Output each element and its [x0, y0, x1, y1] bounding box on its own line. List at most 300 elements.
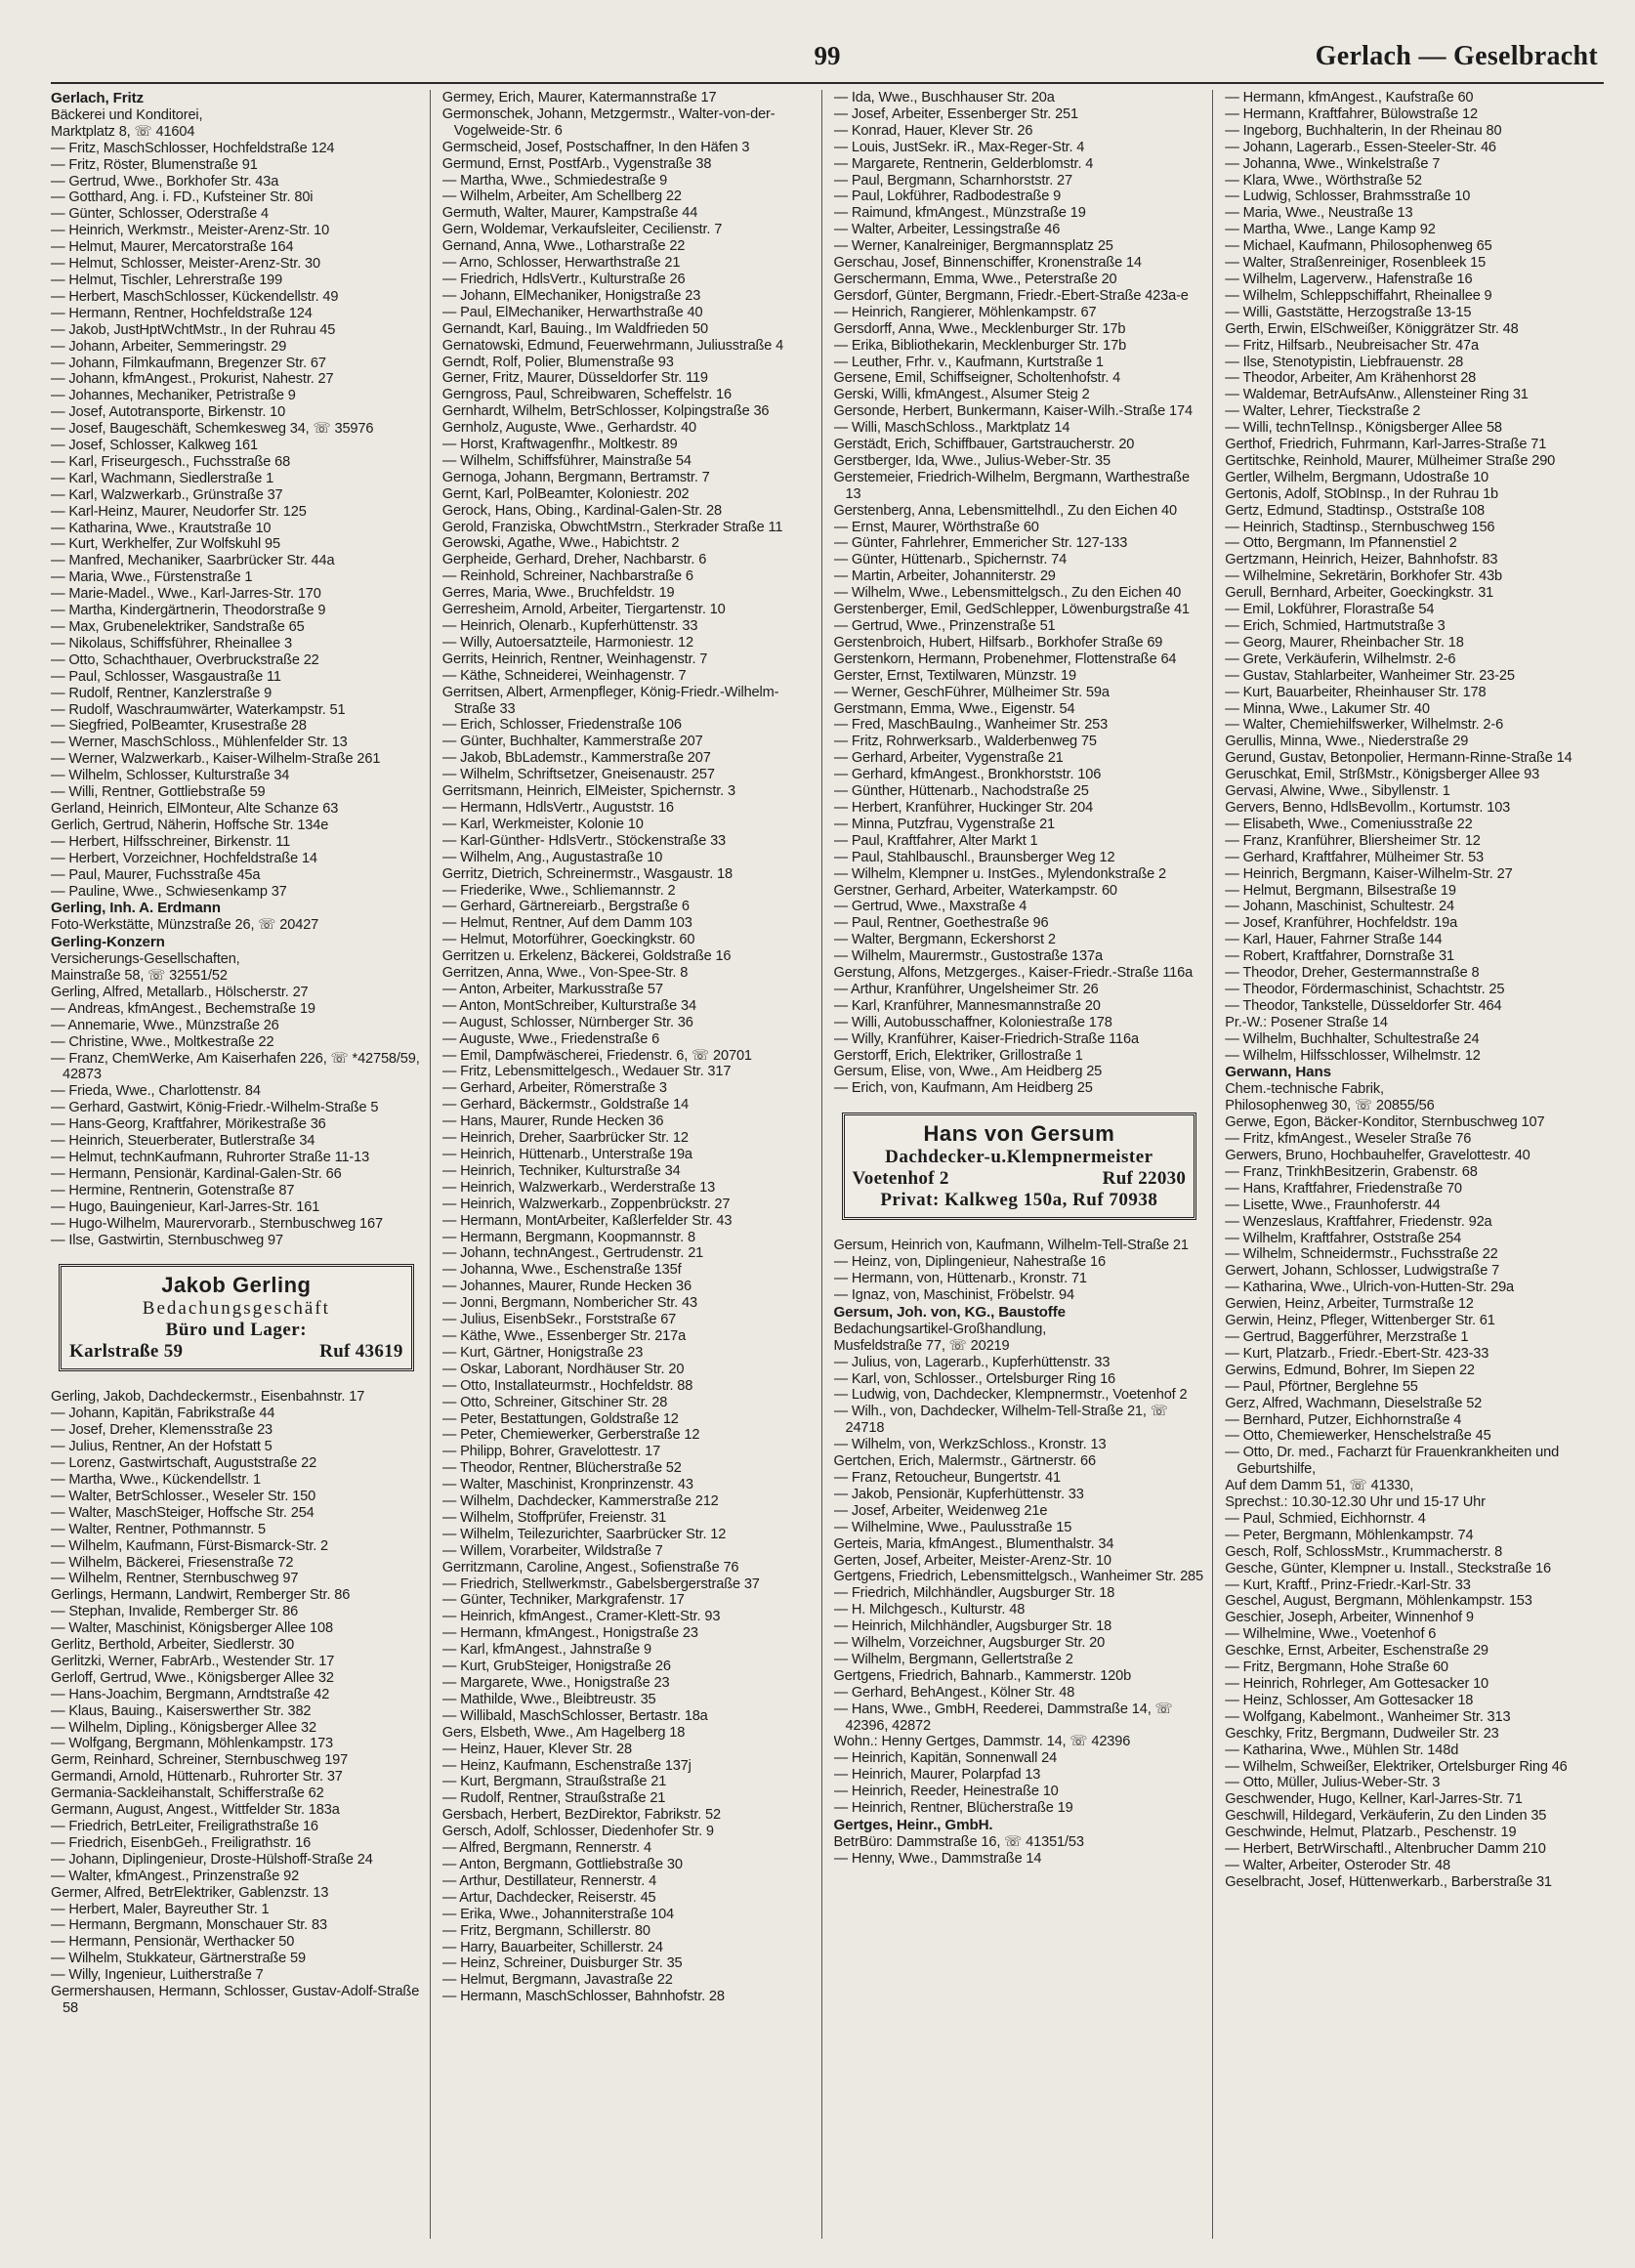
- directory-entry: — Minna, Wwe., Lakumer Str. 40: [1225, 700, 1430, 717]
- directory-entry: — Emil, Dampfwäscherei, Friedenstr. 6, ☏ 20701: [441, 1047, 752, 1064]
- directory-entry: Gerritsen, Albert, Armenpfleger, König-Friedr.-Wilhelm-Straße 33: [441, 684, 779, 717]
- directory-entry: — Paul, Pförtner, Berglehne 55: [1225, 1378, 1418, 1395]
- entry-list: [442, 90, 814, 2005]
- page-number: 99: [814, 41, 841, 70]
- entry-list: [834, 1238, 1205, 1867]
- directory-entry: — Auguste, Wwe., Friedenstraße 6: [441, 1030, 660, 1047]
- column-2: [442, 90, 822, 2239]
- directory-entry: — Fritz, Hilfsarb., Neubreisacher Str. 47a: [1225, 337, 1479, 354]
- directory-entry: Germonschek, Johann, Metzgermstr., Walter-von-der-Vogelweide-Str. 6: [441, 105, 776, 139]
- directory-entry: — Werner, MaschSchloss., Mühlenfelder Str. 13: [51, 735, 348, 751]
- directory-entry: — Paul, Stahlbauschl., Braunsberger Weg 12: [833, 849, 1115, 865]
- directory-entry: — Michael, Kaufmann, Philosophenweg 65: [1225, 238, 1492, 255]
- directory-entry: — Heinrich, Walzwerkarb., Zoppenbrückstr. 27: [441, 1196, 731, 1212]
- directory-entry: Gerstorff, Erich, Elektriker, Grillostraße 1: [833, 1047, 1083, 1064]
- directory-entry: — Otto, Installateurmstr., Hochfeldstr. 88: [441, 1377, 693, 1394]
- directory-entry: Gesch, Rolf, SchlossMstr., Krummacherstr. 8: [1225, 1543, 1503, 1560]
- directory-entry: — Josef, Schlosser, Kalkweg 161: [51, 438, 258, 454]
- directory-entry: — Hermann, Rentner, Hochfeldstraße 124: [51, 305, 313, 321]
- directory-entry: — Paul, Lokführer, Radbodestraße 9: [833, 189, 1062, 205]
- directory-entry: BetrBüro: Dammstraße 16, ☏ 41351/53: [833, 1833, 1084, 1850]
- directory-entry: — Lorenz, Gastwirtschaft, Auguststraße 22: [51, 1455, 317, 1472]
- directory-entry: Germer, Alfred, BetrElektriker, Gablenzstr. 13: [51, 1884, 329, 1901]
- directory-entry: — Julius, von, Lagerarb., Kupferhüttenstr. 33: [833, 1354, 1111, 1370]
- directory-entry: Gernhardt, Wilhelm, BetrSchlosser, Kolpingstraße 36: [441, 403, 770, 420]
- directory-entry: Gerpheide, Gerhard, Dreher, Nachbarstr. 6: [441, 552, 707, 568]
- directory-entry: — Hermann, Pensionär, Kardinal-Galen-Str. 66: [51, 1165, 342, 1182]
- directory-entry: — Herbert, MaschSchlosser, Kückendellstr. 49: [51, 288, 339, 305]
- directory-entry: — Wilhelm, Bergmann, Gellertstraße 2: [833, 1651, 1073, 1667]
- directory-entry: — Willi, technTelInsp., Königsberger Allee 58: [1225, 420, 1502, 437]
- directory-entry: — Erich, von, Kaufmann, Am Heidberg 25: [833, 1080, 1093, 1097]
- directory-entry: Germ, Reinhard, Schreiner, Sternbuschweg 197: [51, 1752, 349, 1769]
- directory-entry: Gernandt, Karl, Bauing., Im Waldfrieden 50: [441, 320, 708, 337]
- directory-entry: — Johann, ElMechaniker, Honigstraße 23: [441, 287, 701, 304]
- directory-entry: — Günter, Fahrlehrer, Emmericher Str. 127-133: [833, 535, 1128, 552]
- directory-entry: Gerres, Maria, Wwe., Bruchfeldstr. 19: [441, 585, 675, 602]
- directory-entry: — Erika, Bibliothekarin, Mecklenburger Str. 17b: [833, 337, 1127, 354]
- column-4: [1225, 90, 1604, 2239]
- ad-business-type: Dachdecker-u.Klempnermeister: [885, 1147, 1153, 1168]
- directory-entry: — Heinz, Kaufmann, Eschenstraße 137j: [441, 1757, 692, 1774]
- directory-entry: Gerstädt, Erich, Schiffbauer, Gartstraucherstr. 20: [833, 437, 1135, 453]
- directory-entry: — Käthe, Schneiderei, Weinhagenstr. 7: [441, 667, 687, 684]
- directory-entry: — Wilhelm, Maurermstr., Gustostraße 137a: [833, 948, 1103, 965]
- directory-entry: — Hermann, Pensionär, Werthacker 50: [51, 1934, 295, 1951]
- column-1: [51, 90, 431, 2239]
- directory-entry: Gerritsmann, Heinrich, ElMeister, Spichernstr. 3: [441, 783, 735, 800]
- directory-entry: — Andreas, kfmAngest., Bechemstraße 19: [51, 1000, 315, 1017]
- directory-entry: — Gerhard, Kraftfahrer, Mülheimer Str. 53: [1225, 849, 1485, 865]
- directory-entry: Gerschermann, Emma, Wwe., Peterstraße 20: [833, 271, 1117, 287]
- directory-entry: — Hermine, Rentnerin, Gotenstraße 87: [51, 1182, 295, 1198]
- directory-entry: — Gertrud, Wwe., Maxstraße 4: [833, 899, 1027, 915]
- directory-entry: Germandi, Arnold, Hüttenarb., Ruhrorter Str. 37: [51, 1769, 343, 1785]
- entry-list: [834, 90, 1205, 1097]
- directory-entry: Gerrits, Heinrich, Rentner, Weinhagenstr. 7: [441, 651, 708, 667]
- directory-entry: — Anton, MontSchreiber, Kulturstraße 34: [441, 997, 696, 1014]
- directory-entry: — Wilh., von, Dachdecker, Wilhelm-Tell-Straße 21, ☏ 24718: [833, 1404, 1168, 1437]
- directory-entry: — Leuther, Frhr. v., Kaufmann, Kurtstraße 1: [833, 354, 1104, 370]
- directory-entry: Gesche, Günter, Klempner u. Install., Steckstraße 16: [1225, 1560, 1551, 1576]
- directory-entry: — Katharina, Wwe., Krautstraße 10: [51, 520, 272, 536]
- directory-entry: — Walter, Straßenreiniger, Rosenbleek 15: [1225, 255, 1487, 272]
- directory-entry: — Heinrich, Rentner, Blücherstraße 19: [833, 1800, 1073, 1817]
- columns: [51, 90, 1604, 2239]
- directory-entry: — August, Schlosser, Nürnberger Str. 36: [441, 1014, 693, 1030]
- directory-entry: — Walter, Lehrer, Tieckstraße 2: [1225, 403, 1421, 420]
- directory-entry: Auf dem Damm 51, ☏ 41330,: [1225, 1478, 1414, 1494]
- directory-entry: — Anton, Arbeiter, Markusstraße 57: [441, 981, 663, 997]
- directory-entry: Gerstmann, Emma, Wwe., Eigenstr. 54: [833, 700, 1075, 717]
- directory-entry: — Heinrich, kfmAngest., Cramer-Klett-Str. 93: [441, 1609, 721, 1625]
- directory-entry: Pr.-W.: Posener Straße 14: [1225, 1014, 1388, 1030]
- directory-entry: Gersonde, Herbert, Bunkermann, Kaiser-Wilh.-Straße 174: [833, 403, 1193, 420]
- ad-street: Voetenhof 2: [852, 1168, 949, 1190]
- directory-entry: Gerwers, Bruno, Hochbauhelfer, Gravelottestr. 40: [1225, 1148, 1530, 1163]
- directory-entry: — Elisabeth, Wwe., Comeniusstraße 22: [1225, 816, 1473, 832]
- directory-entry: — Josef, Kranführer, Hochfeldstr. 19a: [1225, 915, 1458, 932]
- directory-entry: — Friedrich, EisenbGeh., Freiligrathstr. 16: [51, 1834, 312, 1851]
- directory-entry: — Kurt, Kraftf., Prinz-Friedr.-Karl-Str. 33: [1225, 1576, 1471, 1593]
- directory-entry: — Werner, Kanalreiniger, Bergmannsplatz 25: [833, 238, 1113, 255]
- directory-entry: — Gerhard, kfmAngest., Bronkhorststr. 106: [833, 767, 1102, 783]
- directory-entry: — Heinz, Hauer, Klever Str. 28: [441, 1741, 632, 1757]
- directory-entry: — Katharina, Wwe., Mühlen Str. 148d: [1225, 1742, 1459, 1758]
- ad-phone: Ruf 43619: [319, 1341, 403, 1363]
- directory-entry: Geselbracht, Josef, Hüttenwerkarb., Barberstraße 31: [1225, 1873, 1552, 1890]
- directory-entry: — Wolfgang, Kabelmont., Wanheimer Str. 313: [1225, 1708, 1511, 1725]
- firm-heading: Gerwann, Hans: [1225, 1064, 1331, 1081]
- directory-entry: — Hans-Joachim, Bergmann, Arndtstraße 42: [51, 1686, 330, 1702]
- directory-entry: — Johann, Diplingenieur, Droste-Hülshoff-Straße 24: [51, 1851, 373, 1868]
- directory-entry: — Jakob, BbLademstr., Kammerstraße 207: [441, 750, 711, 767]
- directory-entry: Foto-Werkstätte, Münzstraße 26, ☏ 20427: [51, 917, 319, 934]
- directory-entry: — Johann, kfmAngest., Prokurist, Nahestr. 27: [51, 371, 334, 388]
- directory-entry: — Johannes, Maurer, Runde Hecken 36: [441, 1279, 692, 1295]
- directory-entry: — Wilhelm, Hilfsschlosser, Wilhelmstr. 12: [1225, 1047, 1481, 1064]
- directory-entry: — Käthe, Wwe., Essenberger Str. 217a: [441, 1327, 687, 1344]
- directory-entry: — Karl-Heinz, Maurer, Neudorfer Str. 125: [51, 503, 307, 520]
- directory-entry: — Karl, Hauer, Fahrner Straße 144: [1225, 932, 1443, 948]
- directory-entry: — Klara, Wwe., Wörthstraße 52: [1225, 172, 1422, 189]
- directory-entry: Gerski, Willi, kfmAngest., Alsumer Steig 2: [833, 387, 1090, 403]
- directory-entry: — Josef, Autotransporte, Birkenstr. 10: [51, 404, 286, 421]
- directory-entry: — Walter, Chemiehilfswerker, Wilhelmstr. 2-6: [1225, 717, 1504, 734]
- directory-entry: — H. Milchgesch., Kulturstr. 48: [833, 1602, 1026, 1618]
- directory-entry: Germund, Ernst, PostfArb., Vygenstraße 38: [441, 155, 712, 172]
- directory-entry: — Marie-Madel., Wwe., Karl-Jarres-Str. 170: [51, 586, 321, 603]
- directory-entry: — Otto, Schachthauer, Overbruckstraße 22: [51, 651, 319, 668]
- directory-entry: — Walter, MaschSteiger, Hoffsche Str. 254: [51, 1504, 314, 1521]
- directory-entry: Gerstemeier, Friedrich-Wilhelm, Bergmann, Warthestraße 13: [833, 469, 1190, 502]
- directory-entry: — Max, Grubenelektriker, Sandstraße 65: [51, 619, 305, 635]
- directory-entry: — Hermann, kfmAngest., Honigstraße 23: [441, 1625, 698, 1642]
- directory-entry: — Gertrud, Wwe., Prinzenstraße 51: [833, 618, 1056, 634]
- directory-entry: — Wilhelm, von, WerkzSchloss., Kronstr. 13: [833, 1437, 1107, 1453]
- directory-entry: — Ida, Wwe., Buschhauser Str. 20a: [833, 90, 1055, 105]
- directory-entry: — Georg, Maurer, Rheinbacher Str. 18: [1225, 634, 1464, 651]
- directory-entry: — Willi, Gaststätte, Herzogstraße 13-15: [1225, 304, 1472, 320]
- directory-entry: — Gerhard, Bäckermstr., Goldstraße 14: [441, 1097, 690, 1113]
- directory-entry: — Rudolf, Rentner, Straußstraße 21: [441, 1790, 666, 1807]
- directory-entry: Gertchen, Erich, Malermstr., Gärtnerstr. 66: [833, 1453, 1096, 1470]
- directory-entry: — Helmut, Rentner, Auf dem Damm 103: [441, 915, 692, 932]
- directory-entry: — Katharina, Wwe., Ulrich-von-Hutten-Str. 29a: [1225, 1280, 1515, 1296]
- directory-entry: — Wilhelm, Lagerverw., Hafenstraße 16: [1225, 271, 1473, 287]
- directory-entry: Geschier, Joseph, Arbeiter, Winnenhof 9: [1225, 1610, 1474, 1626]
- directory-entry: Wohn.: Henny Gertges, Dammstr. 14, ☏ 42396: [833, 1734, 1131, 1750]
- directory-entry: Gerwien, Heinz, Arbeiter, Turmstraße 12: [1225, 1296, 1474, 1313]
- directory-entry: — Martha, Wwe., Kückendellstr. 1: [51, 1471, 261, 1488]
- directory-entry: — Josef, Arbeiter, Weidenweg 21e: [833, 1502, 1048, 1519]
- directory-entry: Bäckerei und Konditorei,: [51, 106, 203, 123]
- directory-entry: — Willi, Autobusschaffner, Koloniestraße 178: [833, 1014, 1112, 1030]
- directory-entry: — Wilhelmine, Sekretärin, Borkhofer Str. 43b: [1225, 568, 1503, 585]
- directory-entry: — Hermann, kfmAngest., Kaufstraße 60: [1225, 90, 1474, 105]
- directory-entry: — Willy, Kranführer, Kaiser-Friedrich-Straße 116a: [833, 1030, 1139, 1047]
- directory-entry: — Kurt, Bergmann, Straußstraße 21: [441, 1774, 667, 1790]
- directory-entry: — Wilhelm, Ang., Augustastraße 10: [441, 849, 663, 865]
- directory-entry: — Kurt, Werkhelfer, Zur Wolfskuhl 95: [51, 536, 280, 553]
- directory-entry: Gerwins, Edmund, Bohrer, Im Siepen 22: [1225, 1362, 1475, 1378]
- directory-entry: — Hugo-Wilhelm, Maurervorarb., Sternbuschweg 167: [51, 1215, 383, 1232]
- directory-entry: Marktplatz 8, ☏ 41604: [51, 123, 195, 140]
- directory-entry: Gerz, Alfred, Wachmann, Dieselstraße 52: [1225, 1395, 1483, 1411]
- directory-entry: — Frieda, Wwe., Charlottenstr. 84: [51, 1083, 261, 1100]
- directory-entry: — Heinz, von, Diplingenieur, Nahestraße 16: [833, 1254, 1106, 1271]
- ad-office-label: Büro und Lager:: [165, 1320, 308, 1341]
- directory-entry: — Erich, Schmied, Hartmutstraße 3: [1225, 618, 1446, 634]
- directory-entry: — Johann, Kapitän, Fabrikstraße 44: [51, 1406, 275, 1422]
- directory-entry: — Ludwig, Schlosser, Brahmsstraße 10: [1225, 189, 1471, 205]
- directory-entry: Gerlings, Hermann, Landwirt, Remberger Str. 86: [51, 1587, 351, 1604]
- directory-entry: Germania-Sackleihanstalt, Schifferstraße 62: [51, 1785, 324, 1802]
- directory-entry: Gerwin, Heinz, Pfleger, Wittenberger Str. 61: [1225, 1313, 1495, 1329]
- directory-entry: — Jakob, JustHptWchtMstr., In der Ruhrau 45: [51, 321, 336, 338]
- directory-entry: — Karl, Friseurgesch., Fuchsstraße 68: [51, 453, 291, 470]
- directory-entry: — Peter, Bestattungen, Goldstraße 12: [441, 1410, 679, 1427]
- directory-entry: — Karl, von, Schlosser., Ortelsburger Ring 16: [833, 1370, 1115, 1387]
- directory-entry: — Peter, Chemiewerker, Gerberstraße 12: [441, 1427, 700, 1444]
- directory-entry: Gertgens, Friedrich, Bahnarb., Kammerstr. 120b: [833, 1667, 1132, 1684]
- ad-street: Karlstraße 59: [69, 1341, 184, 1363]
- directory-entry: Gersdorff, Anna, Wwe., Mecklenburger Str. 17b: [833, 320, 1126, 337]
- directory-entry: Germann, August, Angest., Wittfelder Str. 183a: [51, 1802, 340, 1819]
- directory-entry: — Ilse, Stenotypistin, Liebfrauenstr. 28: [1225, 354, 1464, 370]
- directory-entry: Sprechst.: 10.30-12.30 Uhr und 15-17 Uhr: [1225, 1494, 1486, 1511]
- directory-entry: — Maria, Wwe., Fürstenstraße 1: [51, 569, 253, 586]
- directory-entry: — Horst, Kraftwagenfhr., Moltkestr. 89: [441, 437, 678, 453]
- entry-list: [51, 1389, 422, 2016]
- directory-entry: — Walter, Bergmann, Eckershorst 2: [833, 932, 1056, 948]
- directory-entry: — Grete, Verkäuferin, Wilhelmstr. 2-6: [1225, 651, 1456, 667]
- directory-entry: — Anton, Bergmann, Gottliebstraße 30: [441, 1856, 683, 1872]
- directory-entry: — Wilhelm, Vorzeichner, Augsburger Str. 20: [833, 1635, 1106, 1652]
- directory-entry: Gertitschke, Reinhold, Maurer, Mülheimer Straße 290: [1225, 452, 1556, 469]
- directory-entry: — Fritz, MaschSchlosser, Hochfeldstraße 124: [51, 140, 335, 156]
- directory-entry: — Henny, Wwe., Dammstraße 14: [833, 1850, 1042, 1867]
- directory-entry: Gertonis, Adolf, StObInsp., In der Ruhrau 1b: [1225, 485, 1499, 502]
- directory-entry: Gerloff, Gertrud, Wwe., Königsberger Allee 32: [51, 1669, 334, 1686]
- directory-entry: — Ludwig, von, Dachdecker, Klempnermstr., Voetenhof 2: [833, 1387, 1188, 1404]
- directory-entry: — Hermann, Kraftfahrer, Bülowstraße 12: [1225, 105, 1478, 122]
- directory-entry: Gerwert, Johann, Schlosser, Ludwigstraße 7: [1225, 1263, 1500, 1280]
- directory-entry: Gerull, Bernhard, Arbeiter, Goeckingkstr. 31: [1225, 585, 1494, 602]
- directory-entry: — Wilhelm, Kaufmann, Fürst-Bismarck-Str. 2: [51, 1537, 329, 1554]
- directory-entry: — Gerhard, BehAngest., Kölner Str. 48: [833, 1684, 1075, 1701]
- directory-entry: Germey, Erich, Maurer, Katermannstraße 17: [441, 90, 717, 105]
- directory-entry: — Wilhelm, Teilezurichter, Saarbrücker Str. 12: [441, 1526, 727, 1542]
- directory-entry: — Martin, Arbeiter, Johanniterstr. 29: [833, 568, 1056, 585]
- directory-entry: — Wilhelm, Schlosser, Kulturstraße 34: [51, 768, 290, 784]
- directory-entry: — Reinhold, Schreiner, Nachbarstraße 6: [441, 568, 693, 585]
- directory-entry: — Hans-Georg, Kraftfahrer, Mörikestraße 36: [51, 1116, 326, 1133]
- directory-entry: — Wilhelm, Schweißer, Elektriker, Ortelsburger Ring 46: [1225, 1758, 1568, 1775]
- directory-entry: Gerstenberger, Emil, GedSchlepper, Löwenburgstraße 41: [833, 602, 1190, 618]
- directory-entry: Gertz, Edmund, Stadtinsp., Oststraße 108: [1225, 502, 1485, 519]
- directory-entry: Gerritz, Dietrich, Schreinermstr., Wasgaustr. 18: [441, 865, 733, 882]
- directory-entry: — Heinrich, Stadtinsp., Sternbuschweg 156: [1225, 519, 1495, 535]
- directory-entry: — Gerhard, Gastwirt, König-Friedr.-Wilhelm-Straße 5: [51, 1100, 379, 1116]
- directory-entry: — Theodor, Arbeiter, Am Krähenhorst 28: [1225, 370, 1477, 387]
- entry-list: [1225, 90, 1596, 1891]
- directory-entry: — Josef, Dreher, Klemensstraße 23: [51, 1422, 273, 1439]
- directory-entry: — Oskar, Laborant, Nordhäuser Str. 20: [441, 1361, 685, 1377]
- directory-entry: — Rudolf, Rentner, Kanzlerstraße 9: [51, 685, 272, 701]
- directory-entry: — Herbert, Hilfsschreiner, Birkenstr. 11: [51, 833, 291, 850]
- directory-entry: — Gertrud, Baggerführer, Merzstraße 1: [1225, 1328, 1469, 1345]
- directory-entry: — Wilhelm, Buchhalter, Schultestraße 24: [1225, 1030, 1480, 1047]
- directory-entry: — Günter, Schlosser, Oderstraße 4: [51, 206, 269, 223]
- directory-entry: — Heinrich, Techniker, Kulturstraße 34: [441, 1162, 681, 1179]
- directory-entry: — Alfred, Bergmann, Rennerstr. 4: [441, 1840, 651, 1857]
- directory-entry: — Willem, Vorarbeiter, Wildstraße 7: [441, 1542, 663, 1559]
- directory-entry: Gerwe, Egon, Bäcker-Konditor, Sternbuschweg 107: [1225, 1114, 1545, 1131]
- directory-entry: — Fred, MaschBauIng., Wanheimer Str. 253: [833, 717, 1109, 734]
- ad-private-address: Privat: Kalkweg 150a, Ruf 70938: [880, 1190, 1158, 1211]
- directory-entry: Gerth, Erwin, ElSchweißer, Königgrätzer Str. 48: [1225, 320, 1519, 337]
- directory-entry: — Willy, Autoersatzteile, Harmoniestr. 12: [441, 634, 693, 651]
- directory-entry: Gerstner, Gerhard, Arbeiter, Waterkampstr. 60: [833, 882, 1117, 899]
- directory-entry: — Helmut, Motorführer, Goeckingkstr. 60: [441, 932, 695, 948]
- directory-entry: — Josef, Baugeschäft, Schemkesweg 34, ☏ 35976: [51, 421, 374, 438]
- directory-entry: — Jonni, Bergmann, Nombericher Str. 43: [441, 1295, 697, 1312]
- directory-entry: Musfeldstraße 77, ☏ 20219: [833, 1337, 1010, 1354]
- firm-heading: Gersum, Joh. von, KG., Baustoffe: [833, 1303, 1066, 1321]
- directory-entry: — Mathilde, Wwe., Bleibtreustr. 35: [441, 1691, 656, 1707]
- directory-entry: — Paul, Kraftfahrer, Alter Markt 1: [833, 832, 1038, 849]
- directory-entry: — Siegfried, PolBeamter, Krusestraße 28: [51, 718, 307, 735]
- directory-entry: Gerster, Ernst, Textilwaren, Münzstr. 19: [833, 667, 1076, 684]
- directory-entry: — Friedrich, HdlsVertr., Kulturstraße 26: [441, 271, 686, 287]
- directory-entry: — Arthur, Destillateur, Rennerstr. 4: [441, 1872, 657, 1889]
- directory-entry: — Ingeborg, Buchhalterin, In der Rheinau 80: [1225, 122, 1502, 139]
- directory-entry: Gerritzen, Anna, Wwe., Von-Spee-Str. 8: [441, 965, 689, 982]
- directory-entry: — Heinrich, Olenarb., Kupferhüttenstr. 33: [441, 618, 698, 634]
- directory-entry: Germscheid, Josef, Postschaffner, In den Häfen 3: [441, 139, 750, 155]
- directory-entry: — Gerhard, Arbeiter, Römerstraße 3: [441, 1080, 667, 1097]
- directory-entry: — Erich, Schlosser, Friedenstraße 106: [441, 717, 682, 734]
- directory-entry: — Manfred, Mechaniker, Saarbrücker Str. 44a: [51, 553, 335, 569]
- directory-entry: — Heinrich, Dreher, Saarbrücker Str. 12: [441, 1130, 689, 1147]
- directory-entry: Gerowski, Agathe, Wwe., Habichtstr. 2: [441, 535, 680, 552]
- directory-entry: Geschwinde, Helmut, Platzarb., Peschenstr. 19: [1225, 1825, 1517, 1841]
- directory-entry: Gers, Elsbeth, Wwe., Am Hagelberg 18: [441, 1724, 686, 1741]
- directory-entry: — Heinrich, Kapitän, Sonnenwall 24: [833, 1750, 1058, 1767]
- directory-entry: — Heinrich, Milchhändler, Augsburger Str. 18: [833, 1618, 1112, 1635]
- running-head: Gerlach — Geselbracht: [1315, 41, 1598, 71]
- directory-entry: — Helmut, Tischler, Lehrerstraße 199: [51, 272, 283, 288]
- directory-entry: — Paul, Bergmann, Scharnhorststr. 27: [833, 172, 1072, 189]
- directory-entry: — Arno, Schlosser, Herwarthstraße 21: [441, 255, 681, 272]
- directory-entry: — Heinrich, Steuerberater, Butlerstraße 34: [51, 1133, 315, 1150]
- directory-entry: — Franz, Retoucheur, Bungertstr. 41: [833, 1469, 1061, 1486]
- directory-entry: — Wilhelm, Schiffsführer, Mainstraße 54: [441, 452, 692, 469]
- directory-entry: Gersbach, Herbert, BezDirektor, Fabrikstr. 52: [441, 1807, 721, 1824]
- directory-entry: Gernt, Karl, PolBeamter, Koloniestr. 202: [441, 485, 690, 502]
- directory-entry: — Otto, Müller, Julius-Weber-Str. 3: [1225, 1775, 1441, 1791]
- directory-entry: — Julius, EisenbSekr., Forststraße 67: [441, 1312, 677, 1328]
- directory-entry: — Willy, Ingenieur, Luitherstraße 7: [51, 1967, 264, 1984]
- directory-entry: — Fritz, Lebensmittelgesch., Wedauer Str. 317: [441, 1064, 732, 1080]
- directory-entry: Geschwender, Hugo, Kellner, Karl-Jarres-Str. 71: [1225, 1791, 1523, 1808]
- directory-entry: — Wilhelm, Wwe., Lebensmittelgsch., Zu den Eichen 40: [833, 585, 1182, 602]
- directory-entry: Gertler, Wilhelm, Bergmann, Udostraße 10: [1225, 469, 1489, 485]
- directory-entry: Geschke, Ernst, Arbeiter, Eschenstraße 29: [1225, 1643, 1488, 1659]
- directory-entry: Gerstung, Alfons, Metzgerges., Kaiser-Friedr.-Straße 116a: [833, 965, 1194, 982]
- directory-entry: — Karl, kfmAngest., Jahnstraße 9: [441, 1642, 651, 1659]
- directory-entry: Bedachungsartikel-Großhandlung,: [833, 1321, 1047, 1337]
- directory-entry: — Kurt, Gärtner, Honigstraße 23: [441, 1344, 644, 1361]
- directory-entry: — Wilhelm, Arbeiter, Am Schellberg 22: [441, 189, 682, 205]
- directory-entry: Gertzmann, Heinrich, Heizer, Bahnhofstr. 83: [1225, 552, 1498, 568]
- directory-entry: — Heinrich, Rohrleger, Am Gottesacker 10: [1225, 1676, 1489, 1692]
- directory-entry: — Friedrich, Stellwerkmstr., Gabelsbergerstraße 37: [441, 1575, 760, 1592]
- directory-entry: — Gotthard, Ang. i. FD., Kufsteiner Str. 80i: [51, 189, 314, 206]
- directory-entry: — Ernst, Maurer, Wörthstraße 60: [833, 519, 1039, 535]
- directory-entry: Gerlitz, Berthold, Arbeiter, Siedlerstr. 30: [51, 1637, 295, 1654]
- directory-entry: Geschel, August, Bergmann, Möhlenkampstr. 153: [1225, 1593, 1532, 1610]
- directory-entry: Philosophenweg 30, ☏ 20855/56: [1225, 1098, 1435, 1114]
- directory-entry: — Wilhelm, Schleppschiffahrt, Rheinallee 9: [1225, 287, 1492, 304]
- directory-entry: — Heinz, Schlosser, Am Gottesacker 18: [1225, 1692, 1474, 1708]
- directory-entry: — Annemarie, Wwe., Münzstraße 26: [51, 1017, 279, 1033]
- directory-entry: — Johann, Filmkaufmann, Bregenzer Str. 67: [51, 355, 326, 371]
- directory-entry: — Heinrich, Reeder, Heinestraße 10: [833, 1784, 1059, 1800]
- directory-entry: Germershausen, Hermann, Schlosser, Gustav-Adolf-Straße 58: [51, 1984, 420, 2016]
- directory-entry: — Wilhelm, Stukkateur, Gärtnerstraße 59: [51, 1951, 306, 1967]
- directory-entry: Gersum, Elise, von, Wwe., Am Heidberg 25: [833, 1064, 1103, 1080]
- directory-entry: Gerschau, Josef, Binnenschiffer, Kronenstraße 14: [833, 255, 1142, 272]
- directory-entry: Gerling, Alfred, Metallarb., Hölscherstr. 27: [51, 984, 309, 1000]
- directory-entry: — Walter, BetrSchlosser., Weseler Str. 150: [51, 1488, 316, 1504]
- directory-entry: Gerteis, Maria, kfmAngest., Blumenthalstr. 34: [833, 1535, 1114, 1552]
- directory-entry: — Walter, Rentner, Pothmannstr. 5: [51, 1521, 267, 1537]
- directory-entry: Gerner, Fritz, Maurer, Düsseldorfer Str. 119: [441, 370, 708, 387]
- directory-entry: — Gerhard, Arbeiter, Vygenstraße 21: [833, 750, 1064, 767]
- directory-entry: — Harry, Bauarbeiter, Schillerstr. 24: [441, 1939, 663, 1955]
- directory-entry: — Theodor, Tankstelle, Düsseldorfer Str. 464: [1225, 997, 1502, 1014]
- directory-entry: — Kurt, Platzarb., Friedr.-Ebert-Str. 423-33: [1225, 1345, 1489, 1362]
- directory-entry: Gerullis, Minna, Wwe., Niederstraße 29: [1225, 734, 1469, 750]
- directory-entry: — Franz, TrinkhBesitzerin, Grabenstr. 68: [1225, 1163, 1478, 1180]
- directory-entry: — Waldemar, BetrAufsAnw., Allensteiner Ring 31: [1225, 387, 1529, 403]
- directory-entry: — Fritz, Bergmann, Schillerstr. 80: [441, 1922, 650, 1939]
- directory-entry: — Willibald, MaschSchlosser, Bertastr. 18a: [441, 1707, 708, 1724]
- directory-entry: — Hugo, Bauingenieur, Karl-Jarres-Str. 161: [51, 1198, 320, 1215]
- directory-entry: — Günter, Hüttenarb., Spichernstr. 74: [833, 552, 1068, 568]
- directory-entry: — Emil, Lokführer, Florastraße 54: [1225, 602, 1435, 618]
- directory-entry: Gerock, Hans, Obing., Kardinal-Galen-Str. 28: [441, 502, 722, 519]
- directory-entry: — Wilhelm, Stoffprüfer, Freienstr. 31: [441, 1509, 667, 1526]
- directory-entry: — Hermann, Bergmann, Koopmannstr. 8: [441, 1229, 695, 1245]
- directory-entry: — Hans, Kraftfahrer, Friedenstraße 70: [1225, 1180, 1462, 1197]
- directory-entry: — Karl, Kranführer, Mannesmannstraße 20: [833, 997, 1101, 1014]
- directory-entry: — Hermann, MontArbeiter, Kaßlerfelder Str. 43: [441, 1212, 733, 1229]
- directory-entry: — Heinrich, Walzwerkarb., Werderstraße 13: [441, 1179, 716, 1196]
- directory-entry: — Willi, Rentner, Gottliebstraße 59: [51, 784, 266, 801]
- directory-entry: — Klaus, Bauing., Kaiserswerther Str. 382: [51, 1702, 312, 1719]
- directory-entry: Gerland, Heinrich, ElMonteur, Alte Schanze 63: [51, 800, 339, 817]
- directory-entry: — Gertrud, Wwe., Borkhofer Str. 43a: [51, 173, 279, 189]
- directory-entry: Chem.-technische Fabrik,: [1225, 1081, 1384, 1098]
- directory-entry: — Wilhelm, Dipling., Königsberger Allee 32: [51, 1719, 316, 1736]
- directory-entry: — Jakob, Pensionär, Kupferhüttenstr. 33: [833, 1486, 1084, 1502]
- directory-entry: — Gustav, Stahlarbeiter, Wanheimer Str. 23-25: [1225, 667, 1515, 684]
- directory-entry: — Walter, Maschinist, Kronprinzenstr. 43: [441, 1477, 693, 1493]
- directory-entry: — Theodor, Fördermaschinist, Schachtstr. 25: [1225, 981, 1505, 997]
